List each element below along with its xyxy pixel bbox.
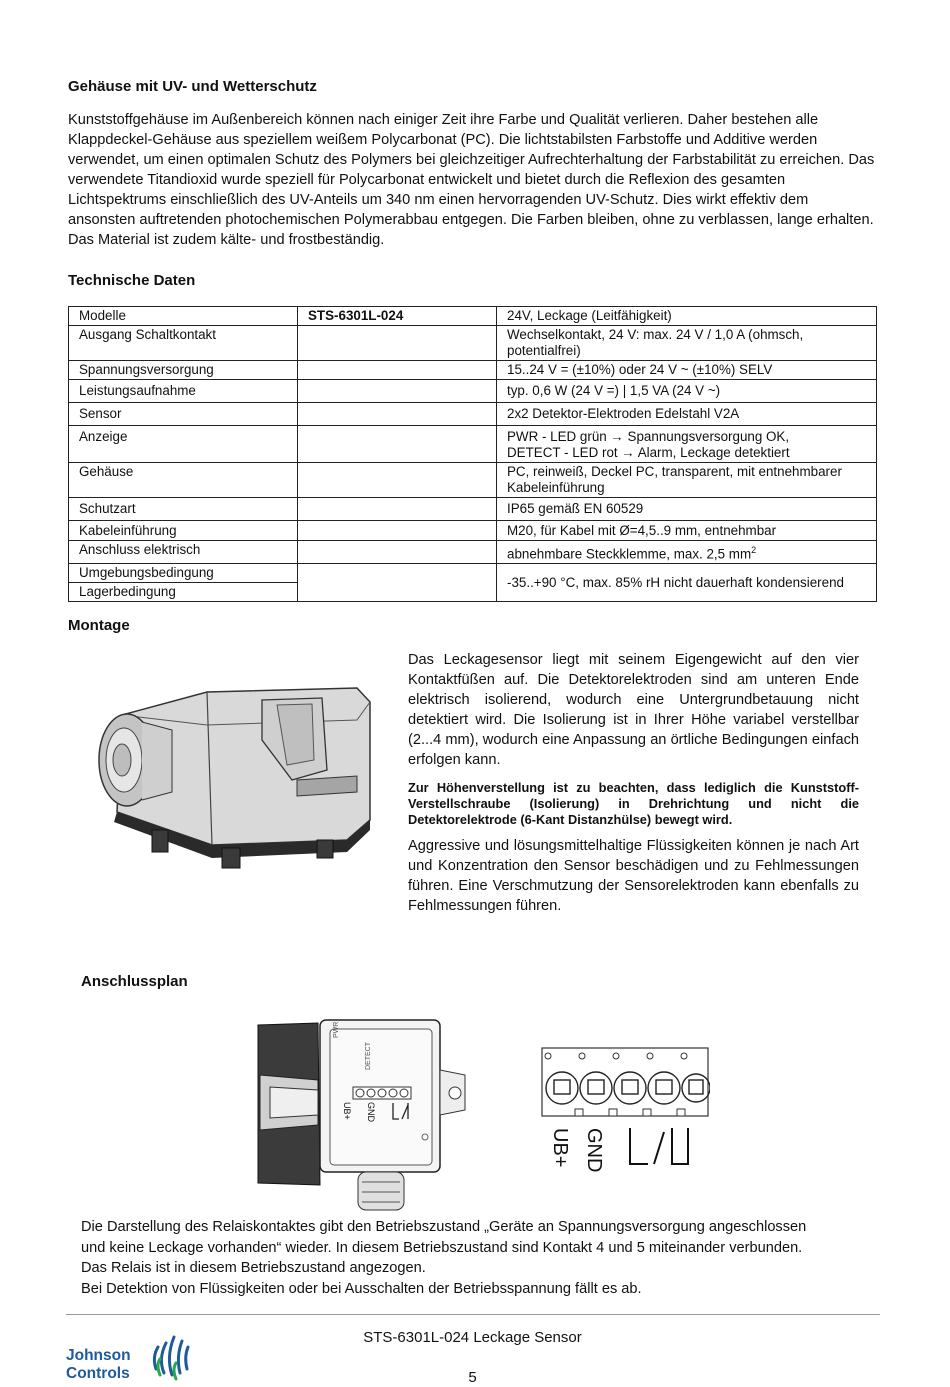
row-model xyxy=(298,380,497,403)
pwr-label: PWR xyxy=(333,1021,340,1038)
row-value xyxy=(497,426,877,463)
row-label: Umgebungsbedingung xyxy=(69,564,298,583)
value-text: abnehmbare Steckklemme, max. 2,5 mm xyxy=(507,546,752,562)
model-name: STS-6301L-024 xyxy=(298,307,497,326)
row-model xyxy=(298,521,497,541)
row-label: Gehäuse xyxy=(69,463,298,498)
row-label: Leistungsaufnahme xyxy=(69,380,298,403)
montage-note: Zur Höhenverstellung ist zu beachten, dass lediglich die Kunststoff-Verstellschraube (Isolierung) in Drehrichtung und nicht die Detektorelektrode (6-Kant Distanzhülse) bewegt wird. xyxy=(408,780,859,827)
footer-divider xyxy=(66,1314,880,1315)
row-model xyxy=(298,564,497,602)
row-model xyxy=(298,541,497,564)
section-heading-housing: Gehäuse mit UV- und Wetterschutz xyxy=(68,78,317,95)
terminal-gnd-label: GND xyxy=(583,1128,605,1173)
row-label: Anzeige xyxy=(69,426,298,463)
row-model xyxy=(298,463,497,498)
montage-text xyxy=(408,650,859,916)
table-row xyxy=(69,541,877,564)
page-number: 5 xyxy=(468,1369,477,1386)
table-row xyxy=(69,426,877,463)
row-model xyxy=(298,498,497,521)
value-line: DETECT - LED rot → Alarm, Leckage detektiert xyxy=(507,445,790,460)
row-label: Kabeleinführung xyxy=(69,521,298,541)
detect-label: DETECT xyxy=(365,1042,372,1070)
table-row xyxy=(69,326,877,361)
value-line: PWR - LED grün → Spannungsversorgung OK, xyxy=(507,429,790,444)
row-label: Modelle xyxy=(69,307,298,326)
row-value: Wechselkontakt, 24 V: max. 24 V / 1,0 A (ohmsch, potentialfrei) xyxy=(497,326,877,361)
table-row xyxy=(69,521,877,541)
tech-data-table xyxy=(68,306,877,602)
board-ub-label: UB+ xyxy=(342,1102,352,1120)
row-label: Sensor xyxy=(69,403,298,426)
device-open-image xyxy=(250,1015,470,1215)
connection-text xyxy=(81,1217,881,1299)
table-row xyxy=(69,361,877,380)
montage-paragraph-1: Das Leckagesensor liegt mit seinem Eigengewicht auf den vier Kontaktfüßen auf. Die Detektorelektroden sind am unteren Ende elektrisch isolierend, wodurch eine Untergrundbetauung nicht detektiert wird. Die Isolierung ist in Ihrer Höhe variabel verstellbar (2...4 mm), wodurch eine Anpassung an örtliche Bedingungen einfach erfolgen kann. xyxy=(408,652,859,768)
table-row xyxy=(69,307,877,326)
table-row xyxy=(69,564,877,583)
row-label: Lagerbedingung xyxy=(69,583,298,602)
row-label: Ausgang Schaltkontakt xyxy=(69,326,298,361)
row-label: Spannungsversorgung xyxy=(69,361,298,380)
row-value: 2x2 Detektor-Elektroden Edelstahl V2A xyxy=(497,403,877,426)
section-heading-connection: Anschlussplan xyxy=(81,973,188,990)
table-row xyxy=(69,463,877,498)
text-line: Das Relais ist in diesem Betriebszustand angezogen. xyxy=(81,1260,426,1276)
row-model xyxy=(298,426,497,463)
table-row xyxy=(69,498,877,521)
row-value: 24V, Leckage (Leitfähigkeit) xyxy=(497,307,877,326)
row-value: M20, für Kabel mit Ø=4,5..9 mm, entnehmbar xyxy=(497,521,877,541)
text-line: Bei Detektion von Flüssigkeiten oder bei Ausschalten der Betriebsspannung fällt es ab. xyxy=(81,1280,642,1297)
footer-title: STS-6301L-024 Leckage Sensor xyxy=(363,1329,582,1346)
montage-paragraph-3: Aggressive und lösungsmittelhaltige Flüssigkeiten können je nach Art und Konzentration den Sensor beschädigen und zu Fehlmessungen führen. Eine Verschmutzung der Sensorelektroden kann ebenfalls zu Fehlmessungen führen. xyxy=(408,838,859,914)
sensor-housing-image xyxy=(92,680,382,870)
text-line: Die Darstellung des Relaiskontaktes gibt den Betriebszustand „Geräte an Spannungsversorgung angeschlossen xyxy=(81,1219,807,1235)
row-model xyxy=(298,403,497,426)
row-value: IP65 gemäß EN 60529 xyxy=(497,498,877,521)
table-row xyxy=(69,380,877,403)
row-label: Schutzart xyxy=(69,498,298,521)
johnson-controls-logo xyxy=(66,1329,196,1385)
housing-paragraph: Kunststoffgehäuse im Außenbereich können nach einiger Zeit ihre Farbe und Qualität verlieren. Daher bestehen alle Klappdeckel-Gehäuse aus speziellem weißem Polycarbonat (PC). Die lichtstabilsten Farbstoffe und Additive werden verwendet, um einen optimalen Schutz des Polymers bei gleichzeitiger Aufrechterhaltung der Farbstabilität zu erreichen. Das verwendete Titandioxid wurde speziell für Polycarbonat entwickelt und bietet durch die Reflexion des gesamten Lichtspektrums einschließlich des UV-Anteils um 340 nm einen hervorragenden UV-Schutz. Dies wirkt effektiv dem ansonsten auftretenden photochemischen Polymerabbau entgegen. Die Farben bleiben, ohne zu verblassen, lange erhalten. Das Material ist zudem kälte- und frostbeständig. xyxy=(68,112,875,248)
text-line: und keine Leckage vorhanden“ wieder. In diesem Betriebszustand sind Kontakt 4 und 5 miteinander verbunden. xyxy=(81,1239,803,1256)
section-heading-montage: Montage xyxy=(68,617,130,634)
row-value: 15..24 V = (±10%) oder 24 V ~ (±10%) SELV xyxy=(497,361,877,380)
table-row xyxy=(69,403,877,426)
board-gnd-label: GND xyxy=(366,1102,376,1122)
section-heading-tech: Technische Daten xyxy=(68,272,196,289)
row-value: -35..+90 °C, max. 85% rH nicht dauerhaft kondensierend xyxy=(497,564,877,602)
row-label: Anschluss elektrisch xyxy=(69,541,298,564)
logo-line-2: Controls xyxy=(66,1365,130,1382)
superscript: 2 xyxy=(751,545,757,555)
row-model xyxy=(298,326,497,361)
terminal-ub-label: UB+ xyxy=(549,1128,571,1168)
logo-line-1: Johnson xyxy=(66,1347,131,1364)
row-model xyxy=(298,361,497,380)
row-value xyxy=(497,541,877,564)
logo-mark-icon xyxy=(150,1329,194,1381)
row-value: PC, reinweiß, Deckel PC, transparent, mit entnehmbarer Kabeleinführung xyxy=(497,463,877,498)
row-value: typ. 0,6 W (24 V =) | 1,5 VA (24 V ~) xyxy=(497,380,877,403)
